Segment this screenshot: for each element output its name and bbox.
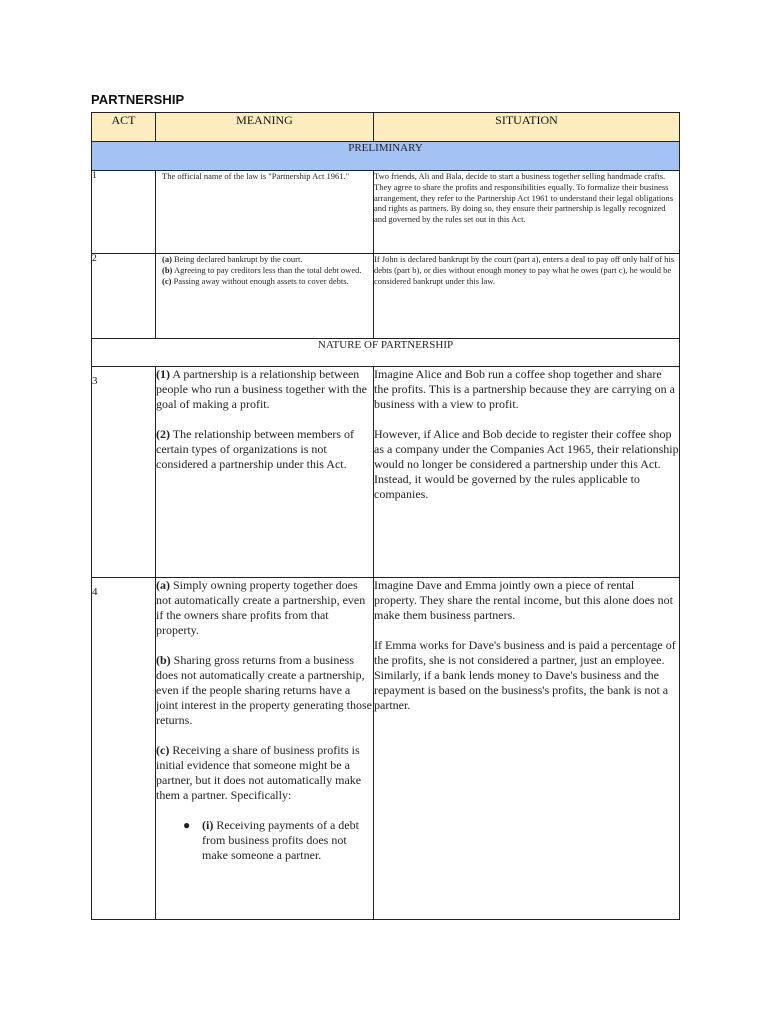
situation-text: If Emma works for Dave's business and is paid a percentage of the profits, she is not considered a partner, just an employee. Similarly, if a bank lends money to Dave's business and the repayment is based on the business's profits, the bank is not a partner. — [374, 638, 676, 712]
situation-cell — [374, 171, 680, 254]
clause-mark: (i) — [202, 818, 214, 832]
header-meaning: MEANING — [156, 113, 374, 142]
meaning-cell — [156, 367, 374, 578]
section-row-nature — [92, 339, 680, 367]
clause-text: Receiving payments of a debt from business profits does not make someone a partner. — [202, 818, 359, 862]
clause-mark: (1) — [156, 367, 170, 381]
clause-mark: (c) — [162, 275, 172, 286]
header-situation: SITUATION — [374, 113, 680, 142]
situation-cell — [374, 367, 680, 578]
meaning-item-1 — [156, 367, 373, 412]
meaning-item-a — [162, 254, 373, 265]
clause-text: A partnership is a relationship between people who run a business together with the goal of making a profit. — [156, 367, 367, 411]
clause-mark: (a) — [162, 254, 172, 264]
table-row — [92, 578, 680, 920]
meaning-item-c — [162, 276, 373, 287]
section-row-preliminary — [92, 142, 680, 171]
situation-cell — [374, 254, 680, 339]
table-row — [92, 254, 680, 339]
meaning-cell — [156, 578, 374, 920]
table-row — [92, 171, 680, 254]
document-title: PARTNERSHIP — [91, 92, 185, 107]
meaning-cell — [156, 171, 374, 254]
section-preliminary: PRELIMINARY — [92, 142, 680, 171]
clause-text: Simply owning property together does not automatically create a partnership, even if the owners share profits from that property. — [156, 578, 366, 637]
meaning-item-a — [156, 578, 373, 638]
situation-text: Imagine Dave and Emma jointly own a piece of rental property. They share the rental income, but this alone does not make them business partners. — [374, 578, 673, 622]
meaning-text: The official name of the law is "Partnership Act 1961." — [162, 171, 350, 181]
situation-cell — [374, 578, 680, 920]
meaning-item-b — [162, 265, 373, 276]
clause-text: The relationship between members of certain types of organizations is not considered a partnership under this Act. — [156, 427, 355, 471]
situation-text: Imagine Alice and Bob run a coffee shop together and share the profits. This is a partnership because they are carrying on a business with a view to profit. — [374, 367, 676, 411]
clause-text: Being declared bankrupt by the court. — [171, 254, 303, 264]
sub-clause-list — [156, 818, 373, 863]
clause-text: Receiving a share of business profits is initial evidence that someone might be a partner, but it does not automatically make them a partner. Specifically: — [156, 743, 362, 802]
section-nature-of-partnership: NATURE OF PARTNERSHIP — [92, 339, 680, 367]
meaning-item-c — [156, 743, 373, 803]
bullet-icon: ● — [183, 818, 191, 832]
partnership-table — [91, 112, 680, 920]
clause-text: Agreeing to pay creditors less than the total debt owed. — [172, 264, 362, 275]
clause-text: Passing away without enough assets to cover debts. — [171, 275, 349, 286]
clause-mark: (b) — [162, 264, 173, 275]
clause-mark: (2) — [156, 427, 170, 441]
clause-mark: (b) — [156, 653, 171, 667]
table-row — [92, 367, 680, 578]
situation-text: However, if Alice and Bob decide to register their coffee shop as a company under the Companies Act 1965, their relationship would no longer be considered a partnership under this Act. Instead, it would be governed by the rules applicable to companies. — [374, 427, 679, 501]
clause-text: Sharing gross returns from a business does not automatically create a partnership, even if the people sharing returns have a joint interest in the property generating those returns. — [156, 653, 372, 727]
act-number: 1 — [92, 171, 156, 254]
meaning-item-2 — [156, 427, 373, 472]
situation-text: Two friends, Ali and Bala, decide to start a business together selling handmade crafts. They agree to share the profits and responsibilities equally. To formalize their business arrangement, they refer to the Partnership Act 1961 to understand their legal obligations and rights as partners. By doing so, they ensure their partnership is legally recognized and governed by the rules set out in this Act. — [374, 171, 674, 225]
clause-mark: (c) — [156, 743, 170, 757]
clause-mark: (a) — [156, 578, 170, 592]
situation-text: If John is declared bankrupt by the court (part a), enters a deal to pay off only half of his debts (part b), or dies without enough money to pay what he owes (part c), he would be considered bankrupt under this law. — [374, 254, 675, 286]
meaning-cell — [156, 254, 374, 339]
header-row — [92, 113, 680, 142]
list-item — [183, 818, 373, 863]
header-act: ACT — [92, 113, 156, 142]
act-number: 3 — [92, 367, 156, 578]
act-number: 2 — [92, 254, 156, 339]
meaning-item-b — [156, 653, 373, 728]
act-number: 4 — [92, 578, 156, 920]
